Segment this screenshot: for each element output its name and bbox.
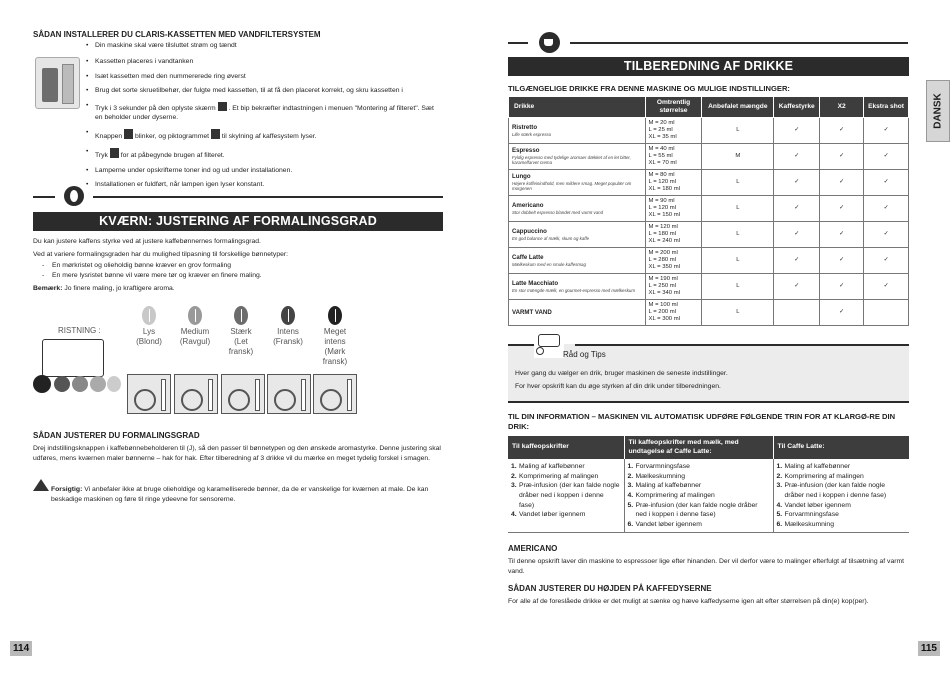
table-row: Latte Macchiato En stor mængde mælk, en gourmet-espresso med mælkeskum M = 190 ml L = 250 ml XL = 340 ml L ✓ ✓ ✓ xyxy=(509,274,909,300)
list-item: • Tryk i 3 sekunder på den oplyste skærm . Et bip bekræfter indtastningen i menuen "Montering af filteret". Sæt en beholder under dyserne. xyxy=(86,102,441,123)
table-row: Americano Stor dobbelt espresso blandet med varmt vand M = 90 ml L = 120 ml XL = 150 ml L ✓ ✓ ✓ xyxy=(509,196,909,222)
coffee-cup-icon xyxy=(539,32,560,53)
grinder-diagram xyxy=(30,339,122,395)
drinks-table xyxy=(508,96,909,326)
americano-title: AMERICANO xyxy=(508,544,558,553)
page-number: 115 xyxy=(918,641,940,656)
list-item: • Knappen blinker, og piktogrammet til skylning af kaffesystem lyser. xyxy=(86,129,441,142)
grinder-banner: KVÆRN: JUSTERING AF FORMALINGSGRAD xyxy=(33,212,443,231)
table-row: Espresso Fyldig espresso med tydelige aromaer dækket af en let bitter, karamelfarvet crema M = 40 ml L = 55 ml XL = 70 ml M ✓ ✓ ✓ xyxy=(509,144,909,170)
info-col: 1. Forvarmningsfase 2. Mælkeskumning 3. Maling af kaffebønner 4. Komprimering af malingen 5. Præ-infusion (der kan falde nogle dråber ned i koppen i denne fase) 6. Vandet løber igennem xyxy=(624,459,773,533)
info-col: 1. Maling af kaffebønner 2. Komprimering af malingen 3. Præ-infusion (der kan falde nogle dråber ned i koppen i denne fase) 4. Vandet løber igennem 5. Forvarmningsfase 6. Mælkeskumning xyxy=(773,459,909,533)
info-header: Til Caffe Latte: xyxy=(773,436,909,459)
grind-setting-image xyxy=(127,374,171,414)
roast-label: Intens (Fransk) xyxy=(273,327,303,346)
bean-medium-icon xyxy=(186,306,204,328)
rinse-icon xyxy=(211,129,220,139)
info-header: Til kaffeopskrifter xyxy=(508,436,624,459)
header-size: Omtrentlig størrelse xyxy=(645,97,702,118)
grinder-variation: Ved at variere formalingsgraden har du mulighed tilpasning til forskellige bønnetyper: xyxy=(33,251,289,258)
claris-cartridge-image xyxy=(35,57,80,109)
adjust-text: Drej indstillingsknappen i kaffebønnebeholderen til (J), så den passer til bønnetypen og den ønskede aromastyrke. Denne justering skal udføres, mens kværnen maler bønnerne – hak for hak. Efter tilberedning af 3 drikke vil du mærke en meget tydelig forskel i smagen. xyxy=(33,445,441,462)
drinks-banner: TILBEREDNING AF DRIKKE xyxy=(508,57,909,76)
roast-label: Stærk (Let fransk) xyxy=(228,327,254,356)
divider xyxy=(570,42,908,44)
grinder-bean-light: - En mere lysristet bønne vil være mere tør og kræver en finere maling. xyxy=(42,272,262,279)
header-drink: Drikke xyxy=(509,97,646,118)
roast-label: Lys (Blond) xyxy=(136,327,162,346)
language-tab: DANSK xyxy=(926,80,950,142)
ok-icon xyxy=(110,148,119,158)
table-row: VARMT VAND M = 100 ml L = 200 ml XL = 300 ml L ✓ xyxy=(509,300,909,326)
header-x2: X2 xyxy=(820,97,864,118)
table-title: TILGÆNGELIGE DRIKKE FRA DENNE MASKINE OG MULIGE INDSTILLINGER: xyxy=(508,84,790,93)
tips-text: For hver opskrift kan du øge styrken af din drik under tilberedningen. xyxy=(515,383,721,390)
warning-icon xyxy=(33,479,49,491)
coffee-bean-icon xyxy=(64,186,84,206)
grind-setting-image xyxy=(174,374,218,414)
screen-icon xyxy=(218,102,227,111)
table-row: Ristretto Lille stærk espresso M = 20 ml L = 25 ml XL = 35 ml L ✓ ✓ ✓ xyxy=(509,118,909,144)
list-item: • Brug det sorte skruetilbehør, der fulgte med kassetten, til at få den placeret korrekt, og skru kassetten i xyxy=(86,87,441,96)
grind-setting-image xyxy=(267,374,311,414)
claris-steps xyxy=(86,42,441,195)
header-extra: Ekstra shot xyxy=(864,97,909,118)
ristning-label: RISTNING : xyxy=(58,326,101,335)
roast-label: Meget intens (Mørk fransk) xyxy=(322,327,348,366)
info-col: 1. Maling af kaffebønner 2. Komprimering af malingen 3. Præ-infusion (der kan falde nogle dråber ned i koppen i denne fase) 4. Vandet løber igennem xyxy=(508,459,624,533)
button-icon xyxy=(124,129,133,139)
americano-text: Til denne opskrift laver din maskine to espressoer lige efter hinanden. Der vil derfor være to malinger efterfulgt af tilsætning af varmt vand. xyxy=(508,558,905,575)
roast-label: Medium (Ravgul) xyxy=(179,327,211,346)
header-amount: Anbefalet mængde xyxy=(702,97,774,118)
tips-icon xyxy=(534,332,564,358)
divider xyxy=(508,42,528,44)
grinder-bean-dark: - En mørkristet og olieholdig bønne kræver en grov formaling xyxy=(42,262,232,269)
height-title: SÅDAN JUSTERER DU HØJDEN PÅ KAFFEDYSERNE xyxy=(508,584,712,593)
bean-light-icon xyxy=(140,306,158,328)
list-item: • Din maskine skal være tilsluttet strøm og tændt xyxy=(86,42,441,51)
height-text: For alle af de foreslåede drikke er det muligt at sænke og hæve kaffedyserne igen alt efter størrelsen på din(e) kop(per). xyxy=(508,598,869,605)
grinder-note: Bemærk: Jo finere maling, jo kraftigere aroma. xyxy=(33,285,175,292)
grinder-intro: Du kan justere kaffens styrke ved at justere kaffebønnernes formalingsgrad. xyxy=(33,238,261,245)
info-header: Til kaffeopskrifter med mælk, med undtagelse af Caffe Latte: xyxy=(624,436,773,459)
tips-title: Råd og Tips xyxy=(563,350,606,359)
bean-strong-icon xyxy=(232,306,250,328)
grind-setting-image xyxy=(221,374,265,414)
adjust-title: SÅDAN JUSTERER DU FORMALINGSGRAD xyxy=(33,431,200,440)
bean-very-intense-icon xyxy=(326,306,344,328)
divider xyxy=(575,344,909,346)
table-row: Cappuccino En god balance af mælk, skum og kaffe M = 120 ml L = 180 ml XL = 240 ml L ✓ ✓ ✓ xyxy=(509,222,909,248)
list-item: • Installationen er fuldført, når lampen igen lyser konstant. xyxy=(86,181,441,190)
info-table xyxy=(508,436,909,533)
divider xyxy=(93,196,443,198)
bean-intense-icon xyxy=(279,306,297,328)
header-strength: Kaffestyrke xyxy=(774,97,820,118)
divider xyxy=(33,196,55,198)
list-item: • Isæt kassetten med den nummererede ring øverst xyxy=(86,73,441,82)
list-item: • Kassetten placeres i vandtanken xyxy=(86,58,441,67)
page-number: 114 xyxy=(10,641,32,656)
claris-title: SÅDAN INSTALLERER DU CLARIS-KASSETTEN MED VANDFILTERSYSTEM xyxy=(33,30,321,39)
table-row: Caffe Latte Mælkeskum med en smule kaffesmag M = 200 ml L = 280 ml XL = 350 ml L ✓ ✓ ✓ xyxy=(509,248,909,274)
info-title: TIL DIN INFORMATION – MASKINEN VIL AUTOMATISK UDFØRE FØLGENDE TRIN FOR AT KLARGØ-RE DIN DRIK: xyxy=(508,412,896,431)
list-item: • Lamperne under opskrifterne toner ind og ud under installationen. xyxy=(86,167,441,176)
table-row: Lungo Højere koffeinindhold, men mildere smag. Meget populær om morgenen M = 80 ml L = 120 ml XL = 180 ml L ✓ ✓ ✓ xyxy=(509,170,909,196)
divider xyxy=(508,344,536,346)
tips-text: Hver gang du vælger en drik, bruger maskinen de seneste indstillinger. xyxy=(515,370,728,377)
grind-setting-image xyxy=(313,374,357,414)
warning-text: Forsigtig: Vi anbefaler ikke at bruge olieholdige og karamelliserede bønner, da de er vanskelige for kværnen at male. De kan beskadige maskinen og føre til ringe ydeevne for sensorerne. xyxy=(51,486,429,503)
list-item: • Tryk for at påbegynde brugen af filteret. xyxy=(86,148,441,161)
